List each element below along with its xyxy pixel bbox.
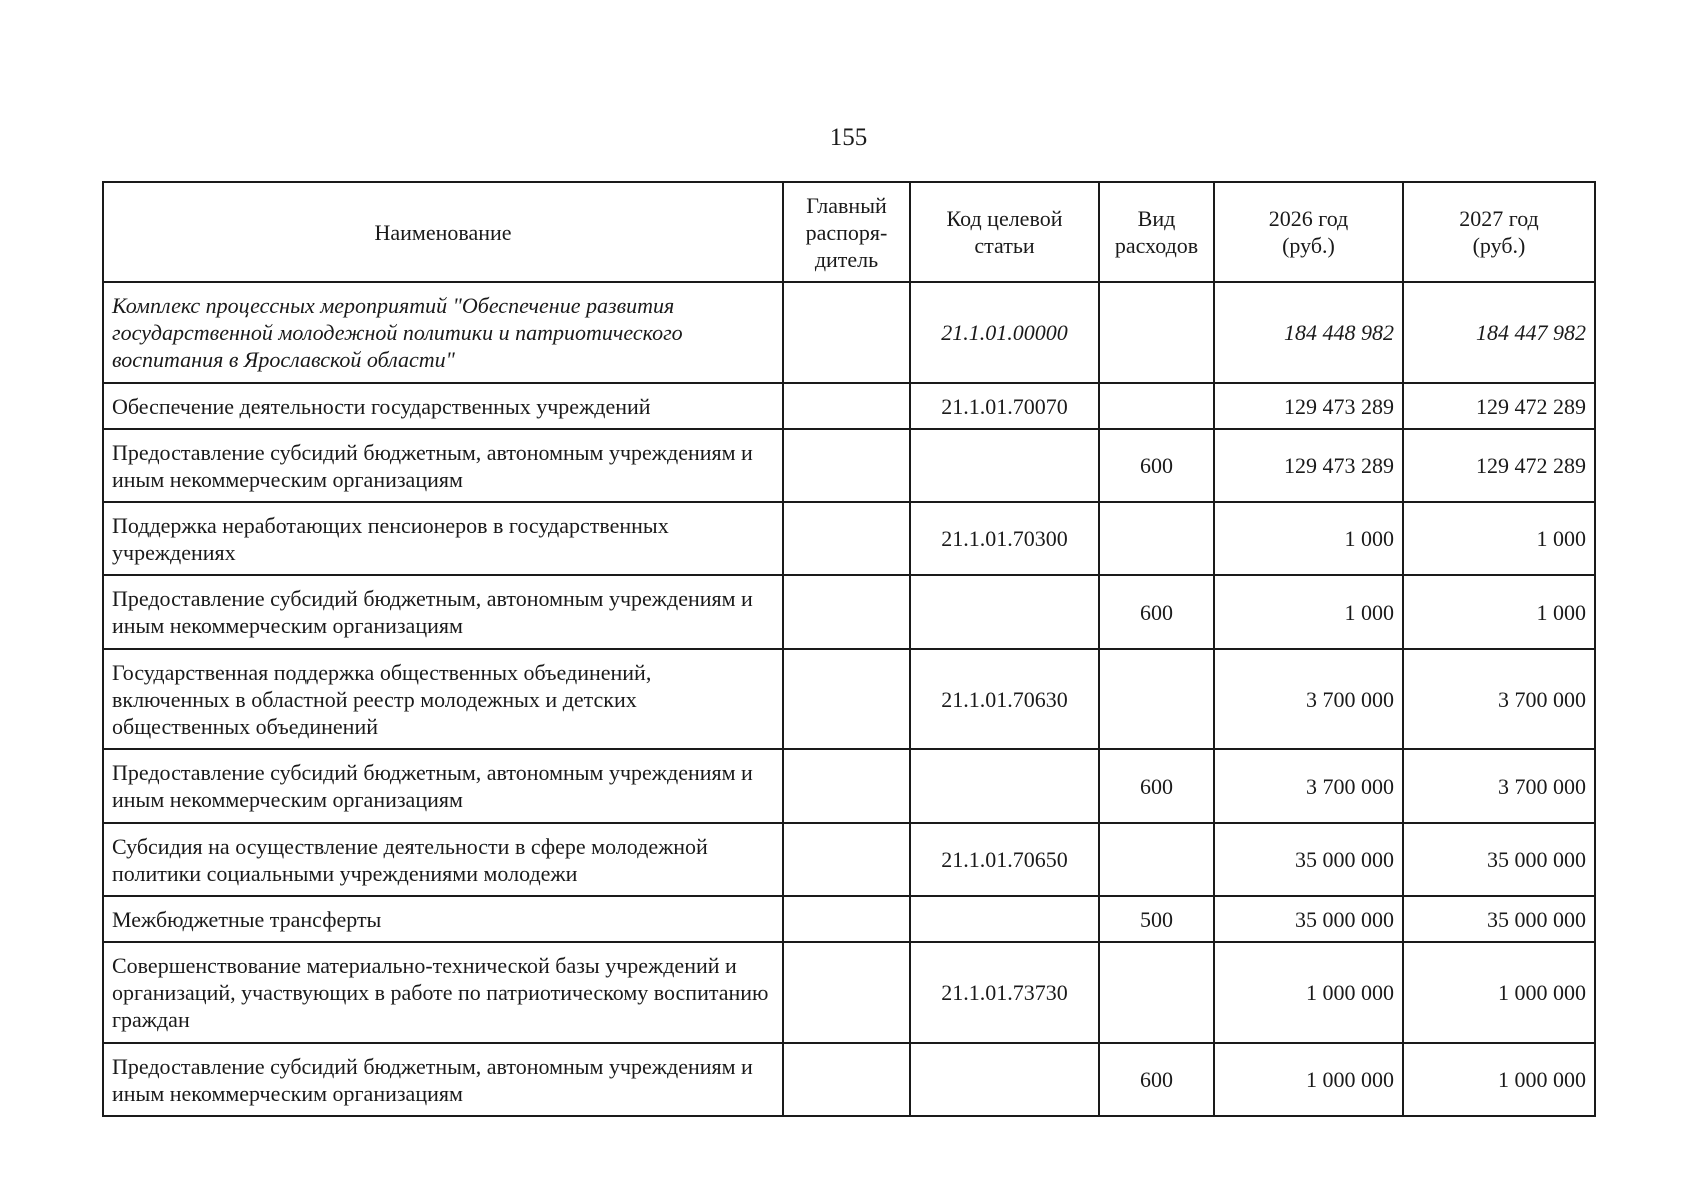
table-row [103,823,1595,896]
cell-2026: 129 473 289 [1214,383,1403,429]
cell-admin [783,1043,910,1116]
cell-type [1099,942,1214,1043]
cell-name: Предоставление субсидий бюджетным, автономным учреждениям и иным некоммерческим организациям [103,749,783,823]
cell-2026: 1 000 000 [1214,942,1403,1043]
cell-2027: 35 000 000 [1403,823,1595,896]
table-row [103,575,1595,649]
cell-type: 500 [1099,896,1214,942]
cell-admin [783,383,910,429]
cell-name: Комплекс процессных мероприятий "Обеспечение развития государственной молодежной политики и патриотического воспитания в Ярославской области" [103,282,783,383]
header-type: Вид расходов [1099,182,1214,282]
cell-admin [783,896,910,942]
table-row [103,1043,1595,1116]
cell-admin [783,502,910,575]
table-row [103,749,1595,823]
table-row [103,896,1595,942]
cell-name: Предоставление субсидий бюджетным, автономным учреждениям и иным некоммерческим организациям [103,575,783,649]
cell-admin [783,823,910,896]
cell-code: 21.1.01.00000 [910,282,1099,383]
cell-2027: 3 700 000 [1403,749,1595,823]
cell-code: 21.1.01.73730 [910,942,1099,1043]
header-2026: 2026 год (руб.) [1214,182,1403,282]
cell-admin [783,749,910,823]
cell-name: Государственная поддержка общественных объединений, включенных в областной реестр молодежных и детских общественных объединений [103,649,783,749]
table-row [103,429,1595,502]
table-row [103,383,1595,429]
cell-type [1099,823,1214,896]
cell-type [1099,502,1214,575]
cell-code: 21.1.01.70630 [910,649,1099,749]
cell-admin [783,942,910,1043]
cell-name: Обеспечение деятельности государственных учреждений [103,383,783,429]
cell-code: 21.1.01.70300 [910,502,1099,575]
cell-admin [783,649,910,749]
cell-type: 600 [1099,1043,1214,1116]
cell-2027: 1 000 [1403,502,1595,575]
table-row [103,942,1595,1043]
cell-name: Предоставление субсидий бюджетным, автономным учреждениям и иным некоммерческим организациям [103,1043,783,1116]
cell-type: 600 [1099,749,1214,823]
cell-code [910,749,1099,823]
cell-2026: 1 000 000 [1214,1043,1403,1116]
cell-2027: 1 000 000 [1403,942,1595,1043]
cell-2027: 129 472 289 [1403,429,1595,502]
cell-2027: 1 000 000 [1403,1043,1595,1116]
cell-name: Совершенствование материально-технической базы учреждений и организаций, участвующих в работе по патриотическому воспитанию граждан [103,942,783,1043]
table-row [103,649,1595,749]
cell-name: Предоставление субсидий бюджетным, автономным учреждениям и иным некоммерческим организациям [103,429,783,502]
cell-admin [783,575,910,649]
cell-2026: 1 000 [1214,575,1403,649]
cell-2027: 3 700 000 [1403,649,1595,749]
cell-admin [783,429,910,502]
page-number: 155 [829,124,868,151]
header-name: Наименование [103,182,783,282]
cell-2027: 1 000 [1403,575,1595,649]
table-row [103,502,1595,575]
cell-code: 21.1.01.70650 [910,823,1099,896]
cell-2026: 3 700 000 [1214,649,1403,749]
table-header-row [103,182,1595,282]
header-2027: 2027 год (руб.) [1403,182,1595,282]
cell-2026: 129 473 289 [1214,429,1403,502]
cell-name: Поддержка неработающих пенсионеров в государственных учреждениях [103,502,783,575]
cell-code [910,575,1099,649]
budget-table [102,181,1596,1117]
cell-2027: 129 472 289 [1403,383,1595,429]
cell-2027: 184 447 982 [1403,282,1595,383]
cell-code [910,1043,1099,1116]
cell-code [910,896,1099,942]
cell-2026: 35 000 000 [1214,896,1403,942]
cell-2026: 1 000 [1214,502,1403,575]
cell-2026: 3 700 000 [1214,749,1403,823]
cell-name: Межбюджетные трансферты [103,896,783,942]
cell-type: 600 [1099,575,1214,649]
cell-2027: 35 000 000 [1403,896,1595,942]
cell-2026: 35 000 000 [1214,823,1403,896]
header-code: Код целевой статьи [910,182,1099,282]
cell-code [910,429,1099,502]
cell-name: Субсидия на осуществление деятельности в сфере молодежной политики социальными учреждениями молодежи [103,823,783,896]
cell-type [1099,649,1214,749]
cell-2026: 184 448 982 [1214,282,1403,383]
header-admin: Главный распоря- дитель [783,182,910,282]
cell-admin [783,282,910,383]
cell-type: 600 [1099,429,1214,502]
cell-code: 21.1.01.70070 [910,383,1099,429]
table-row [103,282,1595,383]
cell-type [1099,282,1214,383]
cell-type [1099,383,1214,429]
